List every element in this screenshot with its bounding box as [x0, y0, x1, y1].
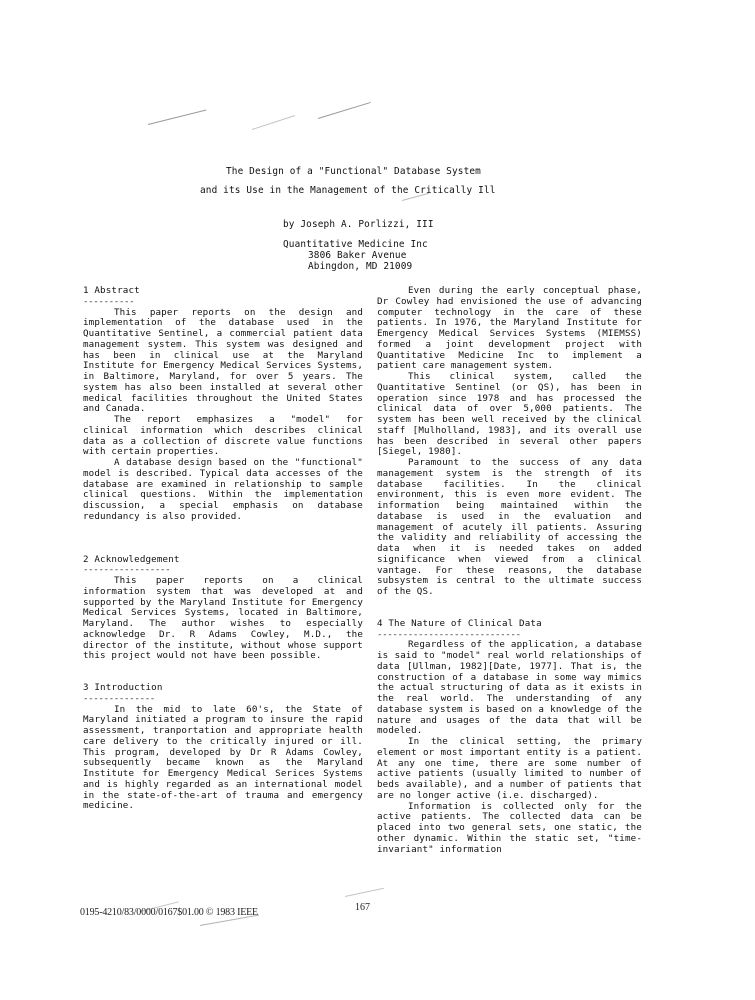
paragraph: This clinical system, called the Quantitative Sentinel (or QS), has been in operation since 1978 and has processed the clinical data of over 5,000 patients. The system has been well received by the clinical staff [Mulholland, 1983], and its overall use has been described in several other papers [Siegel, 1980].	[377, 371, 642, 458]
left-column	[83, 286, 363, 812]
heading-underline: --------------	[83, 692, 155, 704]
page-number: 167	[355, 902, 370, 913]
heading-underline: ----------------------------	[377, 628, 521, 640]
paragraph: In the mid to late 60's, the State of Maryland initiated a program to insure the rapid assessment, tranportation and appropriate health care delivery to the critically injured or ill. This program, developed by Dr R Adams Cowley, subsequently became known as the Maryland Institute for Emergency Medical Serices Systems and is highly regarded as an international model in the state-of-the-art of trauma and emergency medicine.	[83, 703, 363, 812]
paragraph: Even during the early conceptual phase, Dr Cowley had envisioned the use of advancing computer technology in the care of these patients. In 1976, the Maryland Institute for Emergency Medical Services Systems (MIEMSS) formed a joint development project with Quantitative Medicine Inc to implement a patient care management system.	[377, 285, 642, 372]
affiliation-line-3: Abingdon, MD 21009	[308, 261, 413, 272]
right-column	[377, 286, 642, 855]
paragraph: A database design based on the "functional" model is described. Typical data accesses of the database are examined in relationship to sample clinical questions. Within the implementation discussion, a special emphasis on database redundancy is also provided.	[83, 457, 363, 522]
paragraph: In the clinical setting, the primary element or most important entity is a patient. At any one time, there are some number of active patients (usually limited to number of beds available), and a number of patients that are no longer active (i.e. discharged).	[377, 736, 642, 801]
section-heading: 1 Abstract	[83, 285, 140, 296]
section-heading: 4 The Nature of Clinical Data	[377, 617, 542, 629]
heading-underline: -----------------	[83, 564, 171, 576]
paragraph: Paramount to the success of any data management system is the strength of its database facilities. In the clinical environment, this is even more evident. The information being maintained within the database is used in the evaluation and management of acutely ill patients. Assuring the validity and reliability of accessing the data when it is needed takes on added significance when viewed from a clinical vantage. For these reasons, the database subsystem is central to the ultimate success of the QS.	[377, 457, 642, 597]
section-heading: 3 Introduction	[83, 682, 163, 693]
paper-title-line-1: The Design of a "Functional" Database System	[226, 166, 481, 177]
copyright-code: 0195-4210/83/0000/0167$01.00 © 1983 IEEE	[80, 907, 258, 918]
section-acknowledgement	[83, 555, 363, 663]
paragraph: This paper reports on the design and implementation of the database used in the Quantitative Sentinel, a commercial patient data management system. This system was designed and has been in clinical use at the Maryland Institute for Emergency Medical Services Systems, in Baltimore, Maryland, for over 5 years. The system has also been installed at several other medical facilities throughout the United States and Canada.	[83, 306, 363, 415]
paper-title-line-2: and its Use in the Management of the Critically Ill	[200, 185, 496, 196]
paragraph: Information is collected only for the active patients. The collected data can be placed into two general sets, one static, the other dynamic. Within the static set, "time-invariant" information	[377, 800, 642, 855]
heading-underline: ----------	[83, 295, 135, 307]
paragraph: Regardless of the application, a database is said to "model" real world relationships of data [Ullman, 1982][Date, 1977]. That is, the construction of a database in some way mimics the actual structuring of data as it exists in the real world. The understanding of any database system is based on a knowledge of the nature and usages of the data that will be modeled.	[377, 639, 642, 737]
section-introduction-continued	[377, 286, 642, 598]
affiliation-line-1: Quantitative Medicine Inc	[283, 239, 428, 250]
section-abstract	[83, 286, 363, 523]
section-heading: 2 Acknowledgement	[83, 553, 180, 565]
section-introduction	[83, 683, 363, 812]
paragraph: The report emphasizes a "model" for clinical information which describes clinical data as a collection of discrete value functions with certain properties.	[83, 414, 363, 458]
paper-author: by Joseph A. Porlizzi, III	[283, 219, 434, 230]
section-nature-of-clinical-data	[377, 619, 642, 856]
affiliation-line-2: 3806 Baker Avenue	[308, 250, 407, 261]
paragraph: This paper reports on a clinical information system that was developed at and supported by the Maryland Institute for Emergency Medical Services Systems, located in Baltimore, Maryland. The author wishes to especially acknowledge Dr. R Adams Cowley, M.D., the director of the institute, without whose support this project would not have been possible.	[83, 575, 363, 662]
